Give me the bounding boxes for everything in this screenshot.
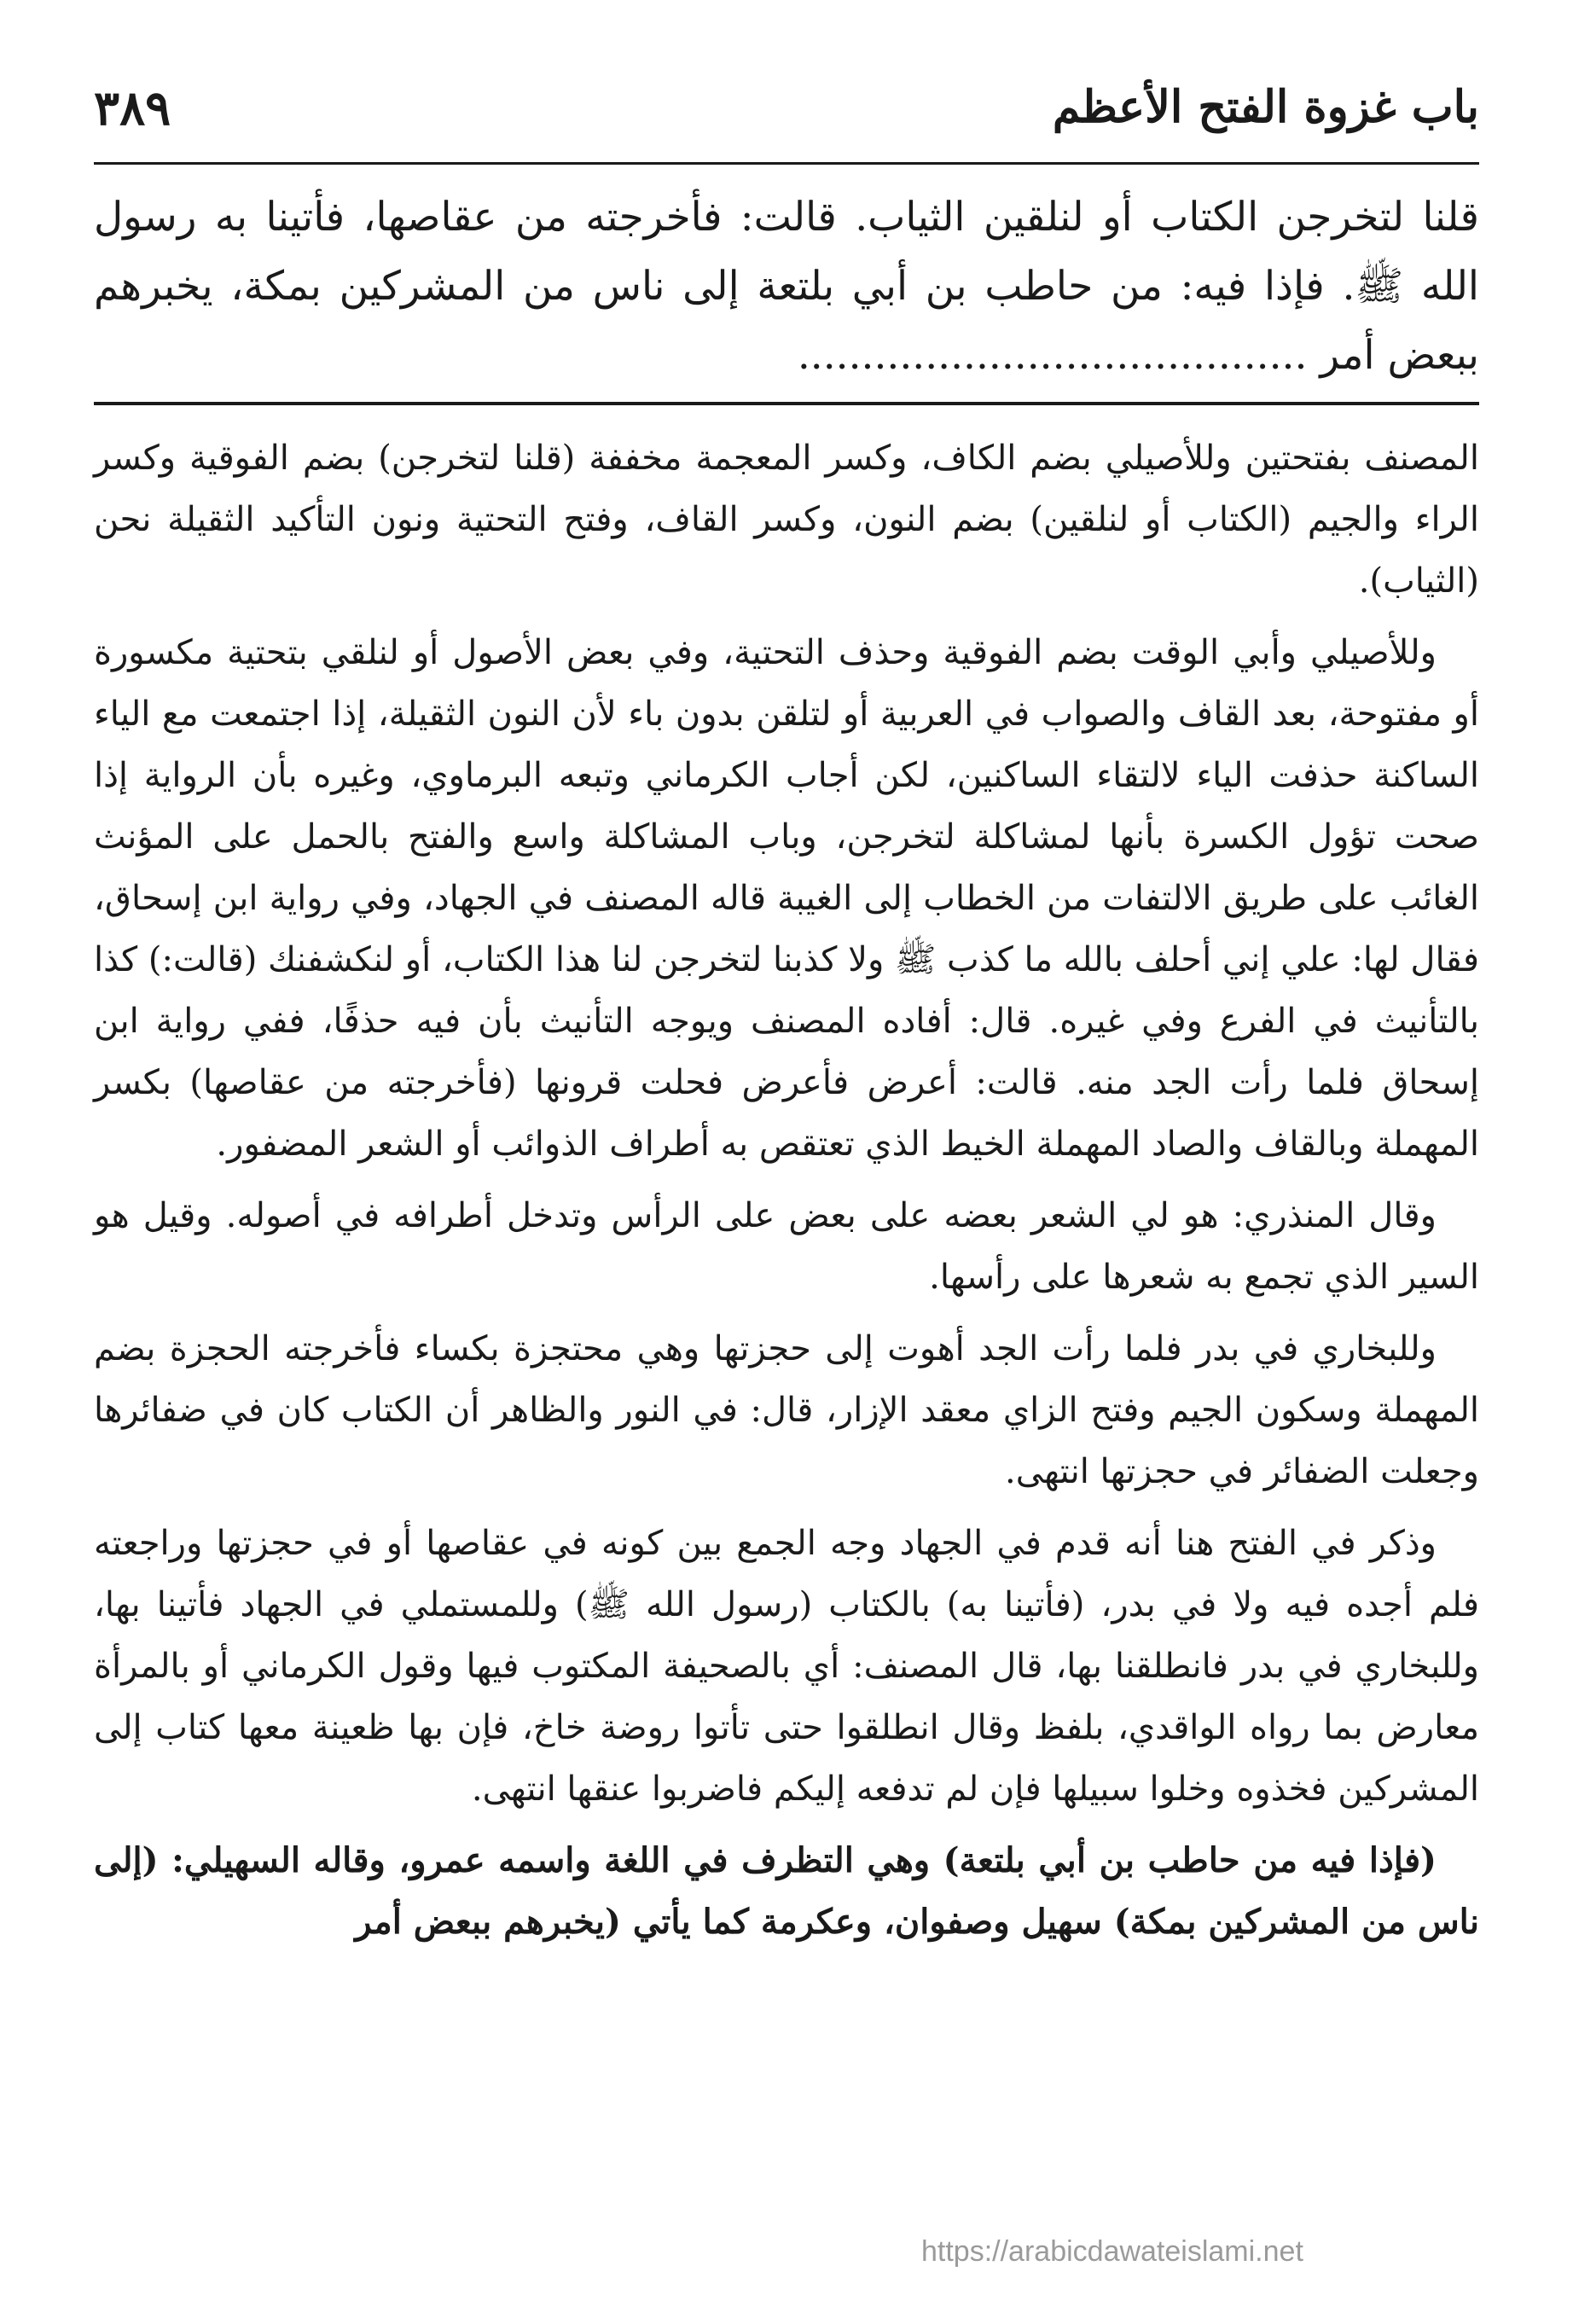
page-number: ٣٨٩	[94, 80, 171, 137]
commentary-paragraph-4: وللبخاري في بدر فلما رأت الجد أهوت إلى حجزتها وهي محتجزة بكساء فأخرجته الحجزة بضم المهملة وسكون الجيم وفتح الزاي معقد الإزار، قال: في النور والظاهر أن الكتاب كان في ضفائرها وجعلت الضفائر في حجزتها انتهى.	[94, 1329, 1480, 1492]
commentary-paragraph-2: وللأصيلي وأبي الوقت بضم الفوقية وحذف التحتية، وفي بعض الأصول أو لنلقي بتحتية مكسورة أو مفتوحة، بعد القاف والصواب في العربية أو لتلقن بدون باء لأن النون الثقيلة، إذا اجتمعت مع الياء الساكنة حذفت الياء لالتقاء الساكنين، لكن أجاب الكرماني وتبعه البرماوي، وغيره بأن الرواية إذا صحت تؤول الكسرة بأنها لمشاكلة لتخرجن، وباب المشاكلة واسع والفتح بالحمل على المؤنث الغائب على طريق الالتفات من الخطاب إلى الغيبة قاله المصنف في الجهاد، وفي رواية ابن إسحاق، فقال لها: علي إني أحلف بالله ما كذب ﷺ ولا كذبنا لتخرجن لنا هذا الكتاب، أو لنكشفنك (قالت:) كذا بالتأنيث في الفرع وفي غيره. قال: أفاده المصنف ويوجه التأنيث بأن فيه حذفًا، ففي رواية ابن إسحاق فلما رأت الجد منه. قالت: أعرض فأعرض فحلت قرونها (فأخرجته من عقاصها) بكسر المهملة وبالقاف والصاد المهملة الخيط الذي تعتقص به أطراف الذوائب أو الشعر المضفور.	[94, 633, 1480, 1165]
commentary-paragraph-3: وقال المنذري: هو لي الشعر بعضه على بعض على الرأس وتدخل أطرافه في أصوله. وقيل هو السير الذي تجمع به شعرها على رأسها.	[94, 1196, 1479, 1298]
text-divider	[94, 402, 1479, 405]
running-title: باب غزوة الفتح الأعظم	[1052, 81, 1479, 133]
commentary-paragraph-6: (فإذا فيه من حاطب بن أبي بلتعة) وهي التظرف في اللغة واسمه عمرو، وقاله السهيلي: (إلى ناس من المشركين بمكة) سهيل وصفوان، وعكرمة كما يأتي (يخبرهم ببعض أمر	[94, 1840, 1479, 1943]
hadith-text: قلنا لتخرجن الكتاب أو لنلقين الثياب. قالت: فأخرجته من عقاصها، فأتينا به رسول الله ﷺ. فإذا فيه: من حاطب بن أبي بلتعة إلى ناس من المشركين بمكة، يخبرهم ببعض أمر ........................................	[94, 194, 1479, 379]
hadith-text-block	[94, 183, 1479, 390]
commentary-block	[94, 427, 1479, 1953]
commentary-paragraph-5: وذكر في الفتح هنا أنه قدم في الجهاد وجه الجمع بين كونه في عقاصها أو في حجزتها وراجعته فلم أجده فيه ولا في بدر، (فأتينا به) بالكتاب (رسول الله ﷺ) وللمستملي في الجهاد فأتينا بها، وللبخاري في بدر فانطلقنا بها، قال المصنف: أي بالصحيفة المكتوب فيها وقول الكرماني أو بالمرأة معارض بما رواه الواقدي، بلفظ وقال انطلقوا حتى تأتوا روضة خاخ، فإن بها ظعينة معها كتاب إلى المشركين فخذوه وخلوا سبيلها فإن لم تدفعه إليكم فاضربوا عنقها انتهى.	[94, 1524, 1480, 1810]
book-page	[94, 68, 1479, 2286]
page-header	[94, 68, 1479, 165]
commentary-paragraph-1: المصنف بفتحتين وللأصيلي بضم الكاف، وكسر المعجمة مخففة (قلنا لتخرجن) بضم الفوقية وكسر الراء والجيم (الكتاب أو لنلقين) بضم النون، وكسر القاف، وفتح التحتية ونون التأكيد الثقيلة نحن (الثياب).	[94, 439, 1479, 601]
watermark-url: https://arabicdawateislami.net	[921, 2235, 1303, 2268]
